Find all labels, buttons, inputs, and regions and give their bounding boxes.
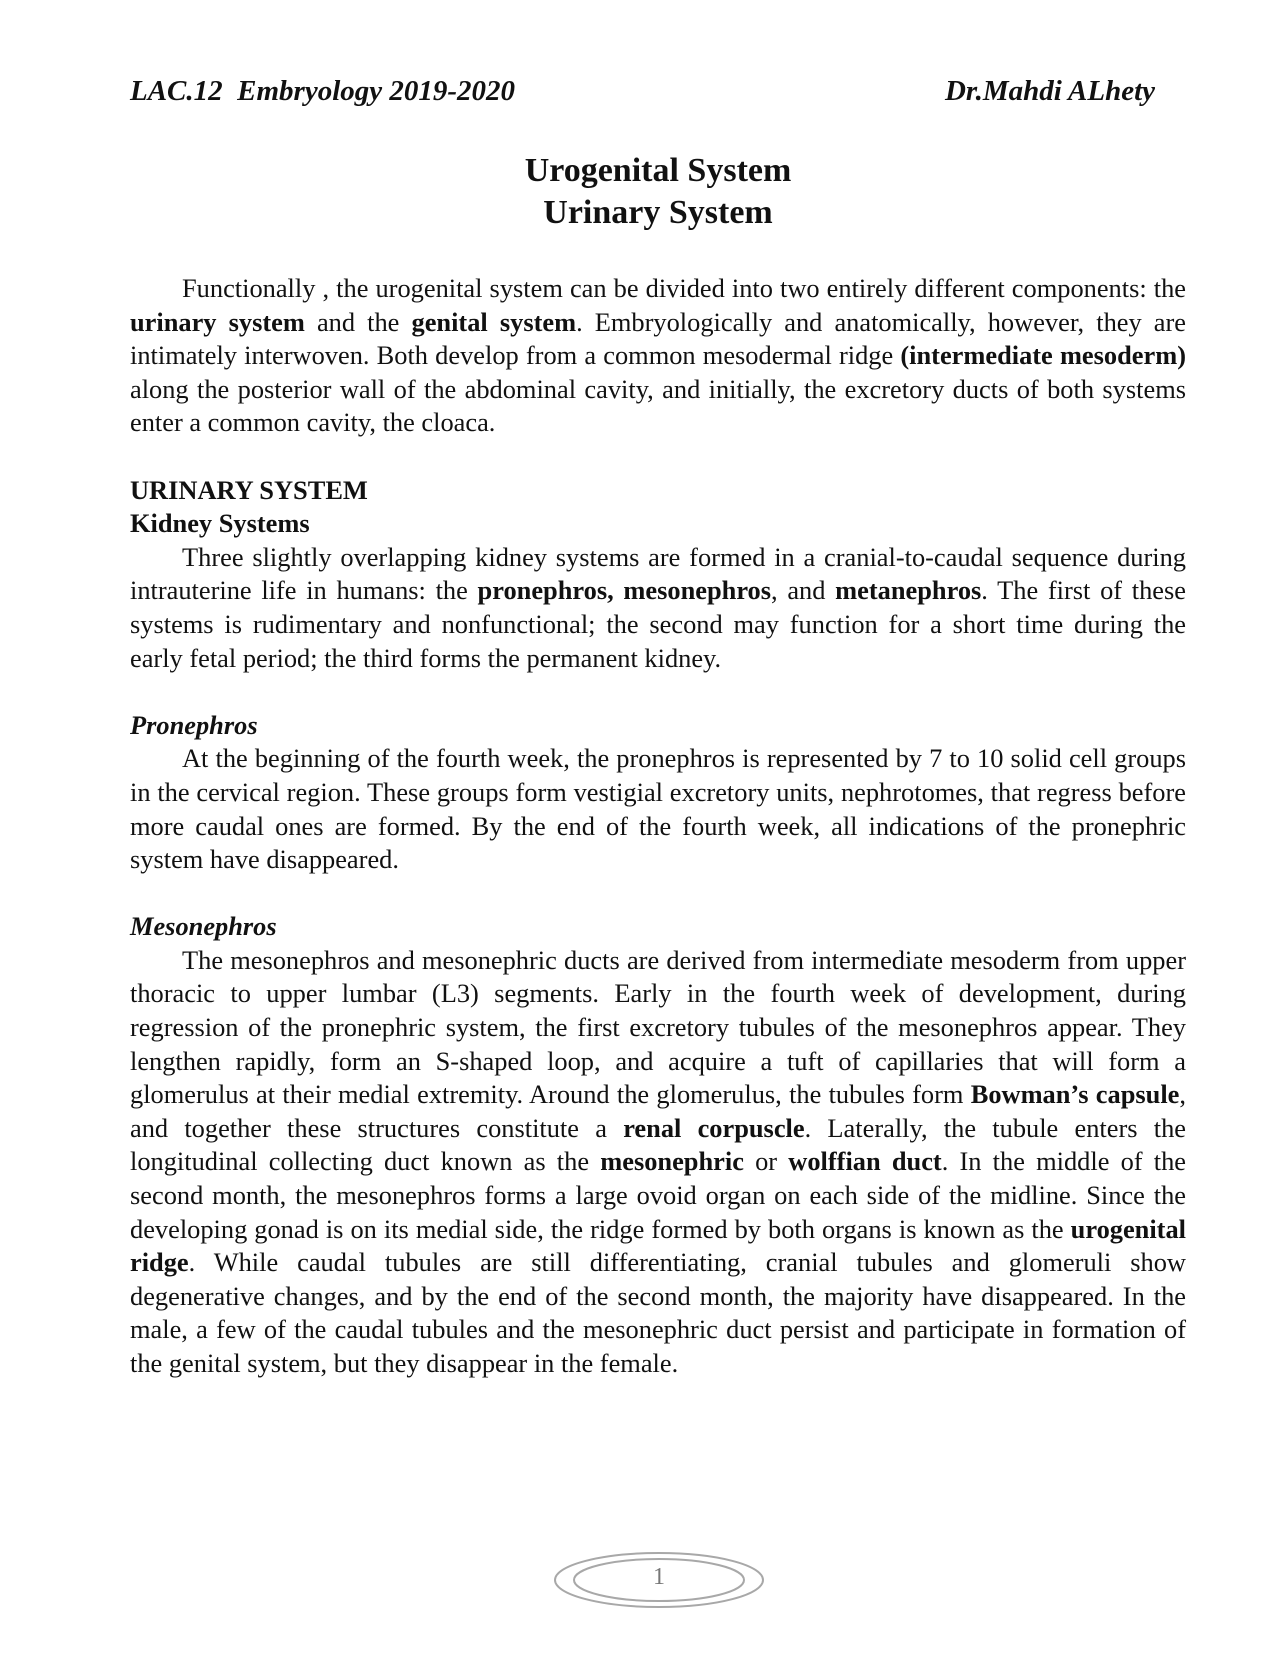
pronephros-paragraph: At the beginning of the fourth week, the pronephros is represented by 7 to 10 solid cell groups in the cervical region. These groups form vestigial excretory units, nephrotomes, that regress before more caudal ones are formed. By the end of the fourth week, all indications of the pronephric system have disappeared.: [130, 743, 1186, 875]
spacer: [130, 877, 1186, 911]
term-urinary-system: urinary system: [130, 306, 305, 337]
text-run: along the posterior wall of the abdominal cavity, and initially, the excretory ducts of both systems enter a common cavity, the cloaca.: [130, 373, 1186, 438]
page-title: [0, 150, 1280, 234]
text-run: Functionally , the urogenital system can be divided into two entirely different components: the: [182, 273, 1186, 303]
text-run: . In the middle of the second month, the mesonephros forms a large ovoid organ on each side of the midline. Since the developing gonad is on its medial side, the ridge formed by both organs is known as the: [130, 1146, 1187, 1244]
text-run: . While caudal tubules are still differentiating, cranial tubules and glomeruli show degenerative changes, and by the end of the second month, the majority have disappeared. In the male, a few of the caudal tubules and the mesonephric duct persist and participate in formation of the genital system, but they disappear in the female.: [130, 1247, 1186, 1378]
mesonephros-paragraph: [130, 944, 1186, 1381]
text-run: . Embryologically and anatomically, however, they are intimately interwoven. Both develop from a common mesodermal ridge: [130, 306, 1187, 371]
term-genital-system: genital system: [411, 306, 577, 337]
kidney-systems-paragraph: [130, 541, 1186, 675]
text-run: , and: [771, 575, 836, 606]
spacer: [130, 675, 1186, 709]
text-run: or: [743, 1146, 789, 1177]
text-run: Three slightly overlapping kidney systems are formed in a cranial-to-caudal sequence during intrauterine life in humans: the: [130, 541, 1186, 606]
term-wolffian-duct: wolffian duct: [788, 1146, 942, 1177]
page-header: [130, 74, 1155, 108]
subheading-kidney-systems: Kidney Systems: [130, 508, 310, 539]
author-name: Dr.Mahdi ALhety: [944, 75, 1155, 107]
text-run: . The first of these systems is rudimentary and nonfunctional; the second may function for a short time during the early fetal period; the third forms the permanent kidney.: [130, 575, 1186, 673]
page-number-badge: [553, 1550, 765, 1610]
term-metanephros: metanephros: [835, 575, 982, 606]
course-title: LAC.12 Embryology 2019-2020: [130, 75, 516, 107]
title-line-2: Urinary System: [543, 194, 773, 231]
text-run: and the: [304, 306, 412, 337]
title-line-1: Urogenital System: [524, 152, 792, 189]
text-run: The mesonephros and mesonephric ducts are derived from intermediate mesoderm from upper thoracic to upper lumbar (L3) segments. Early in the fourth week of development, during regression of the pronephric system, the first excretory tubules of the mesonephros appear. They lengthen rapidly, form an S-shaped loop, and acquire a tuft of capillaries that will form a glomerulus at their medial extremity. Around the glomerulus, the tubules form: [130, 944, 1186, 1110]
subheading-mesonephros: Mesonephros: [130, 911, 277, 942]
document-body: [130, 272, 1186, 1381]
spacer: [130, 440, 1186, 474]
term-mesonephric: mesonephric: [600, 1146, 744, 1177]
intro-paragraph: [130, 272, 1186, 440]
section-heading-urinary-system: URINARY SYSTEM: [130, 474, 368, 505]
term-renal-corpuscle: renal corpuscle: [623, 1112, 805, 1143]
text-run: . Laterally, the tubule enters the longitudinal collecting duct known as the: [130, 1112, 1186, 1177]
subheading-pronephros: Pronephros: [130, 709, 258, 740]
page-number: 1: [653, 1564, 665, 1590]
term-pronephros-mesonephros: pronephros, mesonephros: [477, 575, 772, 606]
term-intermediate-mesoderm: (intermediate mesoderm): [900, 340, 1186, 371]
term-urogenital-ridge: urogenital ridge: [130, 1213, 1186, 1278]
text-run: , and together these structures constitute a: [130, 1079, 1186, 1143]
term-bowmans-capsule: Bowman’s capsule: [970, 1079, 1180, 1110]
